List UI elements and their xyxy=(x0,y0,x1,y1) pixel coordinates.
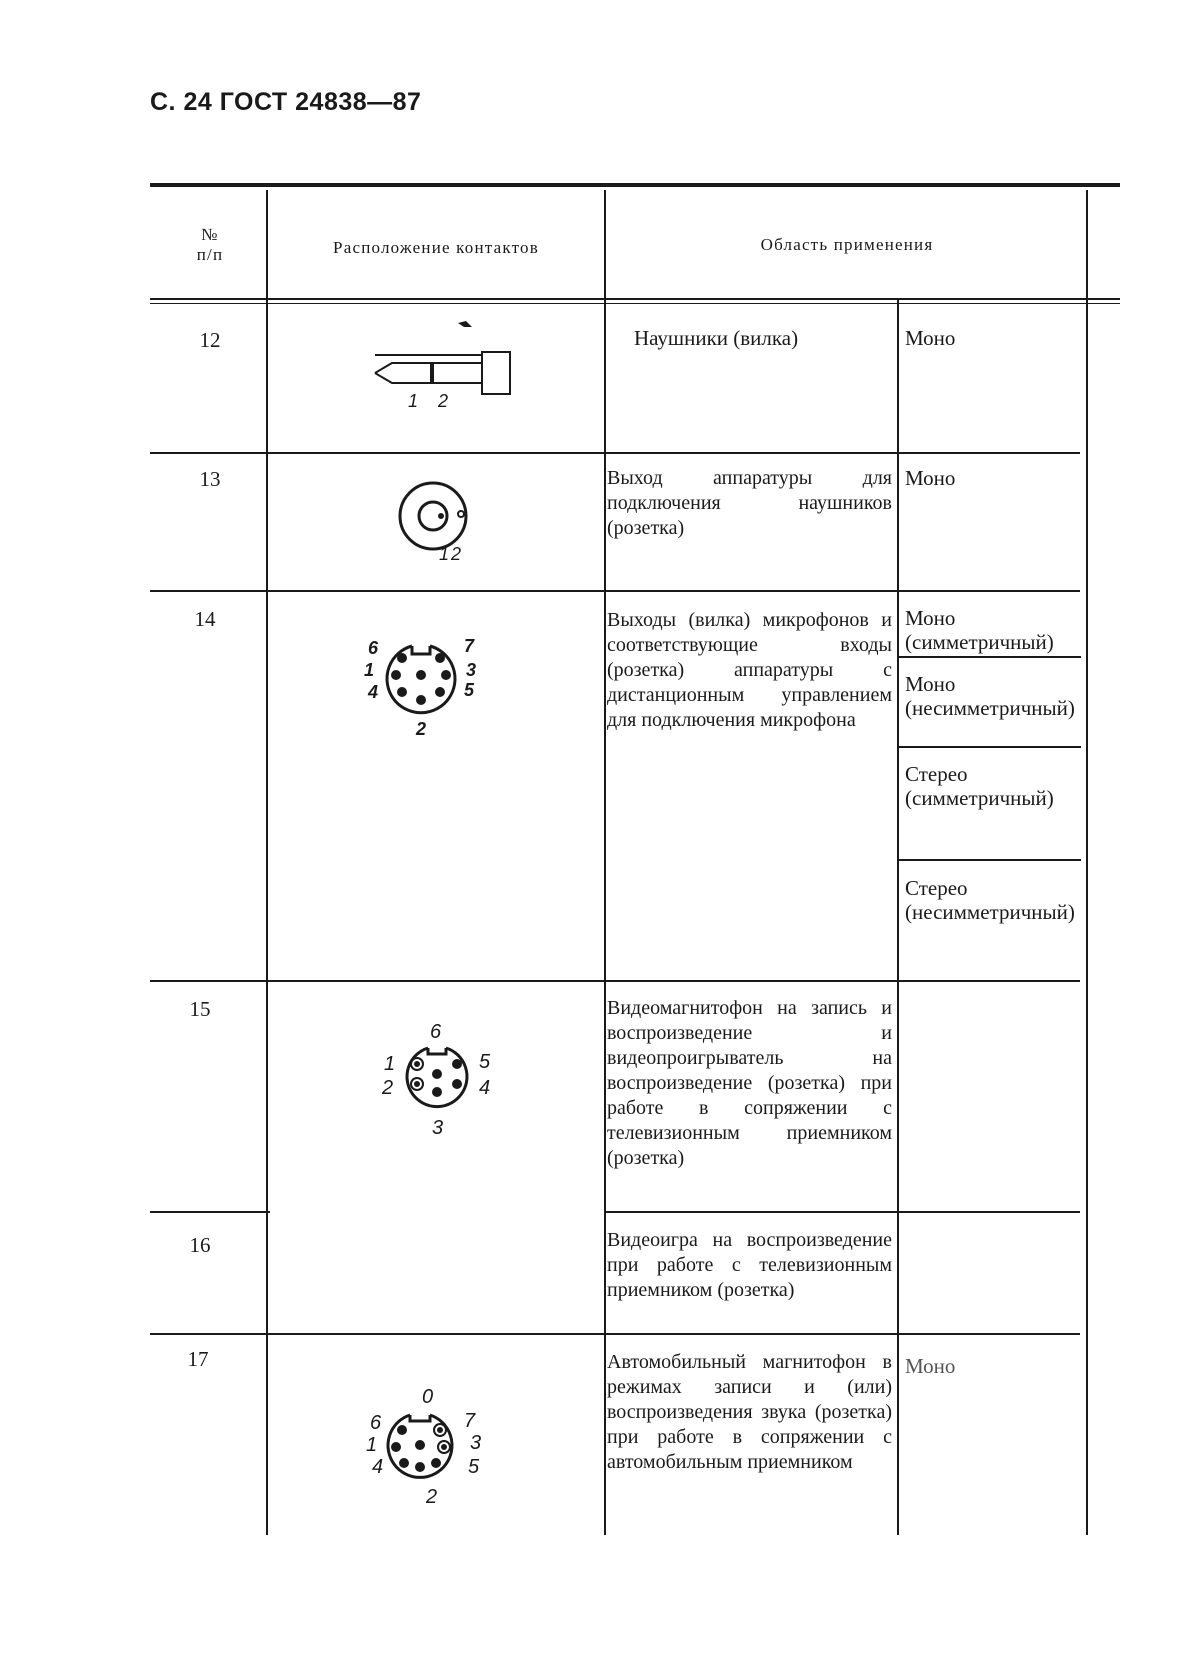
row-number-12: 12 xyxy=(199,328,221,352)
column-header-application: Область применения xyxy=(760,235,934,254)
row-number-17: 17 xyxy=(187,1347,209,1371)
pin-label: 1 xyxy=(439,544,450,563)
column-header-number xyxy=(180,225,240,265)
row-number-13: 13 xyxy=(199,467,221,491)
pin-label: 5 xyxy=(468,1456,480,1478)
row-number-15: 15 xyxy=(189,997,211,1021)
mode-12-1: Моно xyxy=(905,326,956,350)
row-rule-15-16 xyxy=(150,1211,270,1213)
mode-14-1: Моно (симметричный) xyxy=(905,606,1054,654)
pin-label: 7 xyxy=(464,636,475,656)
row-description-16: Видеоигра на воспроизведение при работе с телевизионным приемником (розетка) xyxy=(607,1229,892,1301)
row-rule-13-14 xyxy=(150,590,1080,592)
row-rule-16-17 xyxy=(150,1333,1080,1335)
row-description-15: Видеомагнитофон на запись и воспроизведение и видеопроигрыватель на воспроизведение (розетка) при работе в сопряжении с телевизионным приемником (розетка) xyxy=(607,997,892,1169)
row-description-12: Наушники (вилка) xyxy=(634,326,799,350)
mode-rule-3 xyxy=(899,859,1081,861)
column-header-contacts: Расположение контактов xyxy=(333,238,539,257)
page-header: С. 24 ГОСТ 24838—87 xyxy=(150,88,422,116)
col-rule-4 xyxy=(1086,190,1088,1535)
row-description-13: Выход аппаратуры для подключения наушников (розетка) xyxy=(607,467,892,539)
mode-rule-1 xyxy=(899,656,1081,658)
pin-label: 1 xyxy=(364,660,375,680)
headphone-plug-diagram xyxy=(370,315,520,410)
pin-label: 6 xyxy=(370,1412,382,1434)
mode-14-3: Стерео (симметричный) xyxy=(905,762,1054,810)
column-header-number-label: № п/п xyxy=(196,225,224,264)
table-top-rule xyxy=(150,183,1120,187)
mode-14-2: Моно (несимметричный) xyxy=(905,672,1075,720)
video-6pin-diagram xyxy=(380,1018,500,1143)
row-description-17: Автомобильный магнитофон в режимах записи и (или) воспроизведения звука (розетка) при работе в сопряжении с автомобильным приемником xyxy=(607,1351,892,1473)
table-header-rule xyxy=(150,298,1120,300)
pin-label: 6 xyxy=(368,638,379,658)
pin-label: 7 xyxy=(464,1410,476,1432)
mode-14-4: Стерео (несимметричный) xyxy=(905,876,1075,924)
pin-label: 5 xyxy=(464,680,475,700)
row-rule-12-13 xyxy=(150,452,1080,454)
pin-label: 2 xyxy=(382,1077,394,1099)
table-header-rule-2 xyxy=(150,303,1120,304)
pin-label: 2 xyxy=(416,719,427,739)
pin-label: 1 xyxy=(408,391,419,410)
pin-label: 0 xyxy=(422,1386,434,1408)
row-number-16: 16 xyxy=(189,1233,211,1257)
row-description-14: Выходы (вилка) микрофонов и соответствующие входы (розетка) аппаратуры с дистанционным управлением для подключения микрофона xyxy=(607,609,892,731)
row-rule-15-16-desc xyxy=(606,1211,1080,1213)
pin-label: 2 xyxy=(426,1486,438,1508)
pin-label: 3 xyxy=(466,660,477,680)
microphone-7pin-diagram xyxy=(360,630,490,740)
pin-label: 1 xyxy=(366,1434,378,1456)
pin-label: 2 xyxy=(438,391,449,410)
pin-label: 6 xyxy=(430,1021,442,1043)
pin-label: 2 xyxy=(451,544,462,563)
col-rule-3 xyxy=(897,300,899,1535)
row-number-14: 14 xyxy=(194,607,216,631)
pin-label: 4 xyxy=(368,682,379,702)
pin-label: 3 xyxy=(470,1432,482,1454)
car-8pin-diagram xyxy=(360,1385,495,1510)
pin-label: 4 xyxy=(479,1077,491,1099)
pin-label: 1 xyxy=(384,1053,396,1075)
pin-label: 5 xyxy=(479,1051,491,1073)
pin-label: 4 xyxy=(372,1456,384,1478)
pin-label: 3 xyxy=(432,1117,444,1139)
mode-13-1: Моно xyxy=(905,466,956,490)
headphone-socket-diagram xyxy=(395,478,495,563)
row-rule-14-15 xyxy=(150,980,1080,982)
mode-rule-2 xyxy=(899,746,1081,748)
mode-17-1: Моно xyxy=(905,1354,956,1378)
